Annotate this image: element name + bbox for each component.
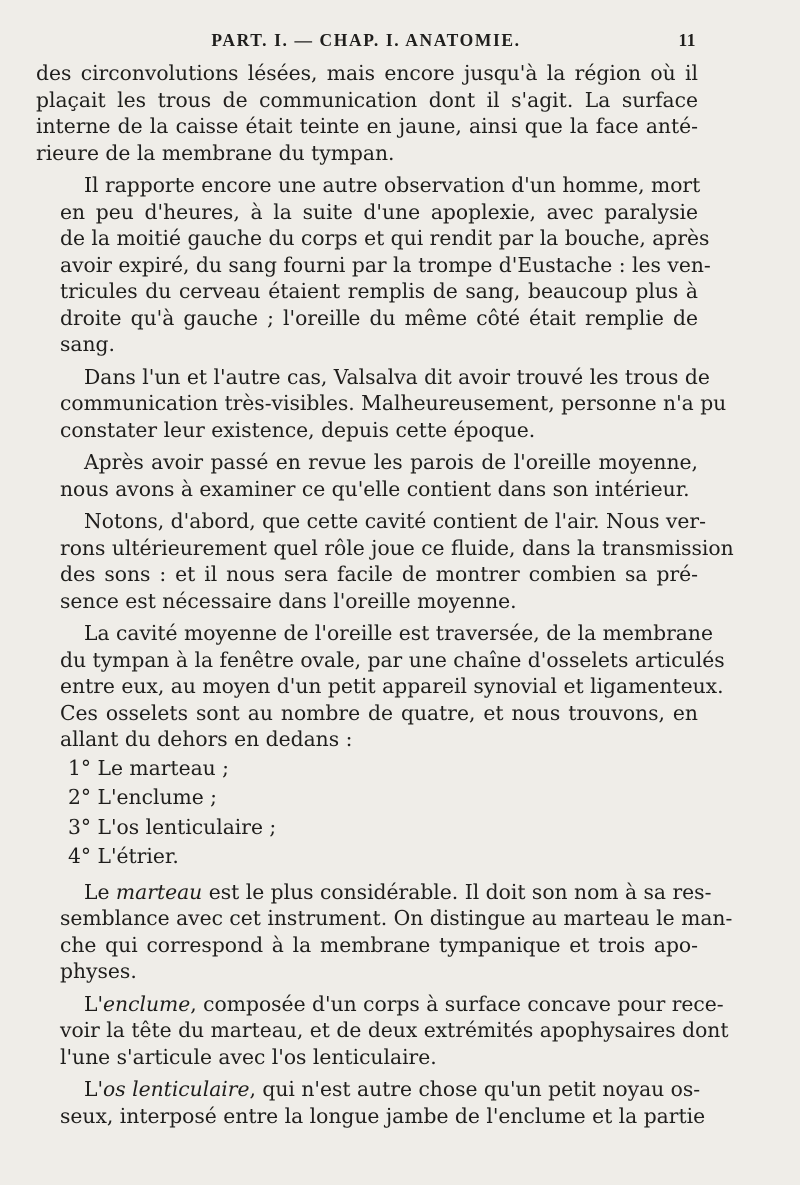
- text-line: La cavité moyenne de l'oreille est traversée, de la membrane: [84, 621, 713, 645]
- text-line: voir la tête du marteau, et de deux extrémités apophysaires dont: [60, 1018, 729, 1042]
- text-line: allant du dehors en dedans :: [60, 727, 353, 751]
- text-line: L'os lenticulaire, qui n'est autre chose qu'un petit noyau os-: [84, 1077, 701, 1101]
- text-line: de la moitié gauche du corps et qui rendit par la bouche, après: [60, 226, 710, 250]
- text-line: interne de la caisse était teinte en jaune, ainsi que la face anté-: [36, 114, 698, 138]
- paragraph: [36, 1076, 706, 1129]
- ossicles-list: [36, 755, 698, 873]
- text-line: du tympan à la fenêtre ovale, par une chaîne d'osselets articulés: [60, 647, 725, 672]
- running-header: [36, 30, 696, 56]
- text-line: sence est nécessaire dans l'oreille moyenne.: [60, 588, 517, 613]
- paragraph: [36, 620, 725, 753]
- text-line: semblance avec cet instrument. On distingue au marteau le man-: [60, 906, 733, 930]
- paragraph: [36, 60, 698, 166]
- page-number: 11: [678, 30, 696, 50]
- text-line: seux, interposé entre la longue jambe de l'enclume et la partie: [60, 1103, 706, 1128]
- text-line: avoir expiré, du sang fourni par la trompe d'Eustache : les ven-: [60, 252, 711, 277]
- body-text: [36, 60, 734, 1135]
- text-line: rieure de la membrane du tympan.: [36, 140, 395, 165]
- paragraph: [36, 991, 729, 1071]
- text-line: Ces osselets sont au nombre de quatre, et nous trouvons, en: [60, 700, 698, 725]
- text-line: entre eux, au moyen d'un petit appareil synovial et ligamenteux.: [60, 674, 724, 698]
- list-item: 3° L'os lenticulaire ;: [68, 814, 277, 839]
- paragraph: [36, 879, 733, 985]
- paragraph: [36, 449, 698, 502]
- text-line: Le marteau est le plus considérable. Il doit son nom à sa res-: [84, 879, 712, 904]
- italic-term: os lenticulaire: [103, 1077, 250, 1101]
- text-line: communication très-visibles. Malheureusement, personne n'a pu: [60, 391, 727, 415]
- text-line: rons ultérieurement quel rôle joue ce fluide, dans la transmission: [60, 535, 734, 560]
- text-line: L'enclume, composée d'un corps à surface concave pour rece-: [84, 991, 724, 1016]
- italic-term: enclume: [103, 991, 191, 1016]
- text-line: droite qu'à gauche ; l'oreille du même côté était remplie de: [60, 305, 698, 330]
- text-line: plaçait les trous de communication dont il s'agit. La surface: [36, 87, 698, 112]
- list-item: 1° Le marteau ;: [68, 755, 230, 780]
- text-line: Après avoir passé en revue les parois de l'oreille moyenne,: [84, 450, 698, 474]
- text-line: des circonvolutions lésées, mais encore jusqu'à la région où il: [36, 61, 698, 85]
- text-line: sang.: [60, 332, 115, 356]
- text-line: Notons, d'abord, que cette cavité contient de l'air. Nous ver-: [84, 509, 706, 533]
- list-item: 2° L'enclume ;: [68, 785, 218, 809]
- paragraph: [36, 172, 711, 358]
- text-line: tricules du cerveau étaient remplis de sang, beaucoup plus à: [60, 279, 698, 303]
- text-line: Dans l'un et l'autre cas, Valsalva dit avoir trouvé les trous de: [84, 364, 710, 389]
- text-line: nous avons à examiner ce qu'elle contient dans son intérieur.: [60, 476, 690, 501]
- text-line: physes.: [60, 959, 137, 983]
- running-title: PART. I. — CHAP. I. ANATOMIE.: [211, 30, 521, 50]
- list-item: 4° L'étrier.: [68, 844, 179, 868]
- text-line: che qui correspond à la membrane tympanique et trois apo-: [60, 932, 698, 957]
- paragraph: [36, 364, 727, 444]
- text-line: des sons : et il nous sera facile de montrer combien sa pré-: [60, 562, 698, 586]
- italic-term: marteau: [115, 879, 203, 904]
- text-line: en peu d'heures, à la suite d'une apoplexie, avec paralysie: [60, 199, 698, 224]
- text-line: Il rapporte encore une autre observation d'un homme, mort: [84, 173, 701, 197]
- text-line: l'une s'articule avec l'os lenticulaire.: [60, 1044, 437, 1069]
- paragraph: [36, 508, 734, 614]
- text-line: constater leur existence, depuis cette époque.: [60, 417, 536, 442]
